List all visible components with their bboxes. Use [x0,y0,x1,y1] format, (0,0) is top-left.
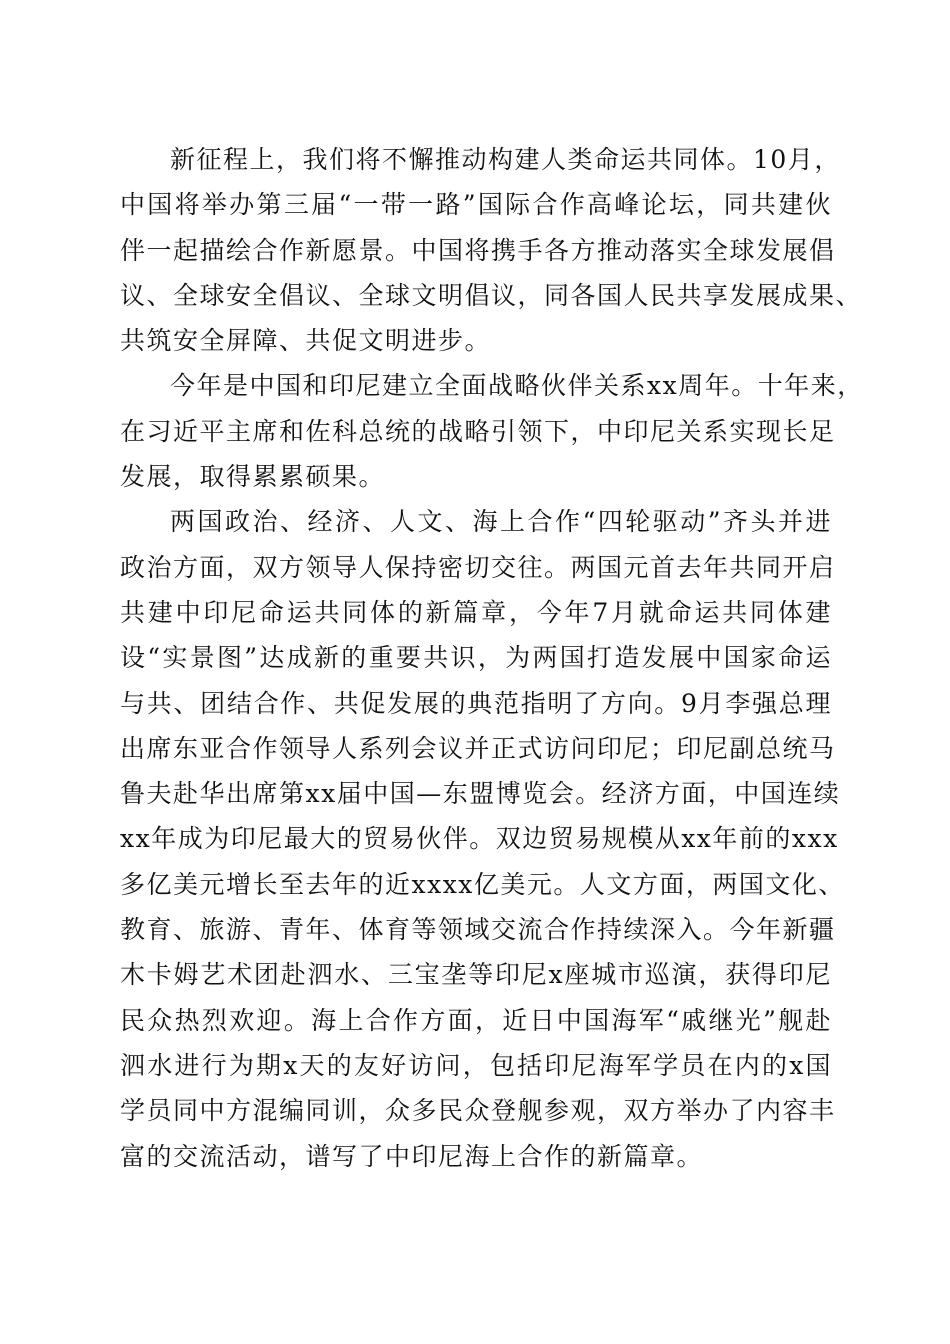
text-line: 在习近平主席和佐科总统的战略引领下，中印尼关系实现长足 [120,416,836,446]
paragraph-3 [120,499,845,1178]
text-line: 出席东亚合作领导人系列会议并正式访问印尼；印尼副总统马 [120,733,836,763]
text-line: 鲁夫赴华出席第xx届中国—东盟博览会。经济方面，中国连续 [120,779,841,809]
text-line: 伴一起描绘合作新愿景。中国将携手各方推动落实全球发展倡 [120,235,836,265]
paragraph-1 [120,137,863,363]
text-line: 设“实景图”达成新的重要共识，为两国打造发展中国家命运 [120,643,832,673]
text-line: 富的交流活动，谱写了中印尼海上合作的新篇章。 [120,1141,704,1171]
text-line: 学员同中方混编同训，众多民众登舰参观，双方举办了内容丰 [120,1096,836,1126]
text-line: 新征程上，我们将不懈推动构建人类命运共同体。10月， [170,145,841,174]
text-line: 木卡姆艺术团赴泗水、三宝垄等印尼x座城市巡演，获得印尼 [120,960,832,990]
text-line: 多亿美元增长至去年的近xxxx亿美元。人文方面，两国文化、 [120,869,845,899]
text-line: 两国政治、经济、人文、海上合作“四轮驱动”齐头并进 [170,507,832,537]
text-line: 共建中印尼命运共同体的新篇章，今年7月就命运共同体建 [120,597,832,627]
text-line: 教育、旅游、青年、体育等领域交流合作持续深入。今年新疆 [120,915,836,945]
text-line: xx年成为印尼最大的贸易伙伴。双边贸易规模从xx年前的xxx [120,824,839,854]
paragraph-2 [120,363,864,499]
text-line: 今年是中国和印尼建立全面战略伙伴关系xx周年。十年来， [170,371,864,401]
text-line: 与共、团结合作、共促发展的典范指明了方向。9月李强总理 [120,688,832,718]
text-line: 共筑安全屏障、共促文明进步。 [120,326,492,356]
text-line: 中国将举办第三届“一带一路”国际合作高峰论坛，同共建伙 [120,190,832,220]
document-body [120,137,864,1179]
text-line: 发展，取得累累硕果。 [120,462,386,492]
text-line: 政治方面，双方领导人保持密切交往。两国元首去年共同开启 [120,552,836,582]
text-line: 议、全球安全倡议、全球文明倡议，同各国人民共享发展成果、 [120,280,863,310]
text-line: 泗水进行为期x天的友好访问，包括印尼海军学员在内的x国 [120,1050,832,1080]
text-line: 民众热烈欢迎。海上合作方面，近日中国海军“戚继光”舰赴 [120,1005,832,1035]
